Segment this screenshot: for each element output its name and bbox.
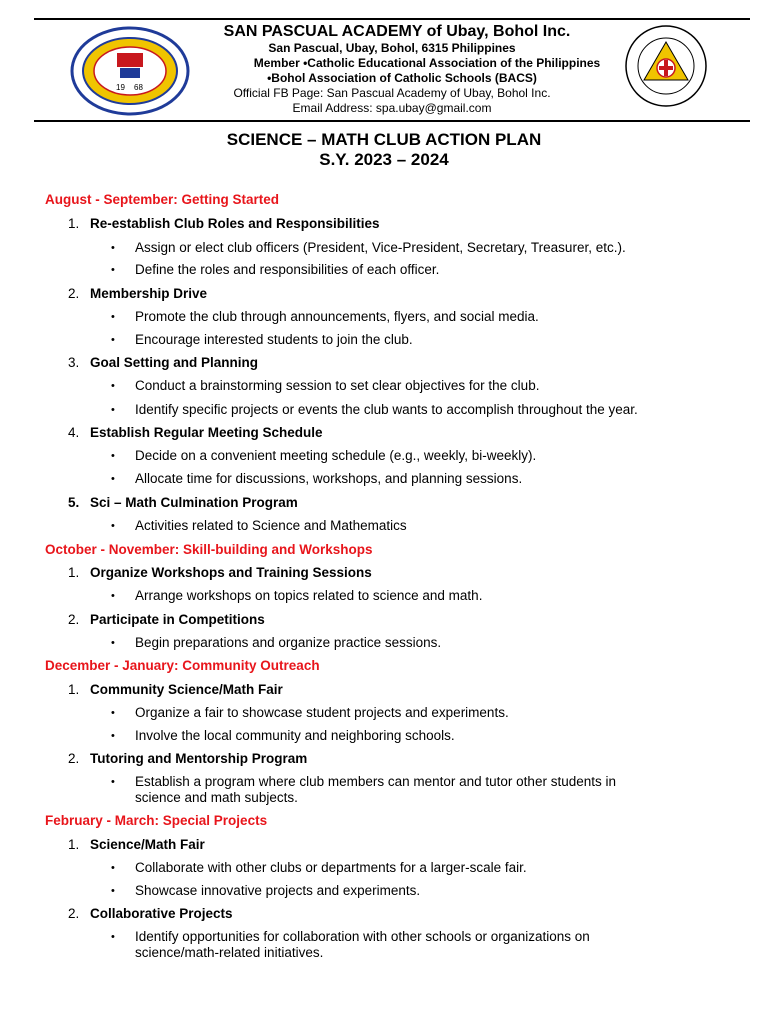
item-number: 3. <box>68 355 80 370</box>
section-heading: December - January: Community Outreach <box>45 658 320 673</box>
action-item <box>68 565 372 580</box>
item-number: 2. <box>68 751 80 766</box>
action-item <box>68 216 380 231</box>
item-title: Participate in Competitions <box>90 612 265 627</box>
bullet-item: • Showcase innovative projects and experiments. <box>115 883 715 899</box>
seal-year-left: 19 <box>116 83 125 92</box>
item-title: Organize Workshops and Training Sessions <box>90 565 372 580</box>
action-item <box>68 612 265 627</box>
action-item <box>68 751 307 766</box>
membership-line-1: Member •Catholic Educational Association of the Philippines <box>253 56 601 70</box>
item-number: 2. <box>68 612 80 627</box>
bullet-item: • Arrange workshops on topics related to science and math. <box>115 588 715 604</box>
bullet-item: • Identify specific projects or events the club wants to accomplish throughout the year. <box>115 402 715 418</box>
action-item <box>68 682 283 697</box>
item-title: Tutoring and Mentorship Program <box>90 751 308 766</box>
item-number: 1. <box>68 837 80 852</box>
item-title: Sci – Math Culmination Program <box>90 495 298 510</box>
action-item <box>68 286 207 301</box>
document-title: SCIENCE – MATH CLUB ACTION PLAN <box>226 130 542 149</box>
school-year: S.Y. 2023 – 2024 <box>319 150 449 169</box>
letterhead <box>34 18 750 122</box>
bullet-item: • Activities related to Science and Mathematics <box>115 518 715 534</box>
item-number: 4. <box>68 425 80 440</box>
bullet-item: • Begin preparations and organize practice sessions. <box>115 635 715 651</box>
bullet-item: • Identify opportunities for collaboration with other schools or organizations on science/math-related initiatives. <box>115 929 655 961</box>
bullet-item: • Involve the local community and neighboring schools. <box>115 728 715 744</box>
bullet-item: • Encourage interested students to join the club. <box>115 332 715 348</box>
bullet-item: • Decide on a convenient meeting schedule (e.g., weekly, bi-weekly). <box>115 448 715 464</box>
item-title: Goal Setting and Planning <box>90 355 259 370</box>
item-number: 1. <box>68 565 80 580</box>
bullet-item: • Assign or elect club officers (President, Vice-President, Secretary, Treasurer, etc.). <box>115 240 715 256</box>
item-title: Establish Regular Meeting Schedule <box>90 425 323 440</box>
bullet-item: • Define the roles and responsibilities of each officer. <box>115 262 715 278</box>
action-item <box>68 495 298 510</box>
section-heading: October - November: Skill-building and Workshops <box>45 542 373 557</box>
section-heading: February - March: Special Projects <box>45 813 268 828</box>
action-item <box>68 906 233 921</box>
item-title: Community Science/Math Fair <box>90 682 283 697</box>
membership-line-2: •Bohol Association of Catholic Schools (BACS) <box>267 71 537 85</box>
item-number: 2. <box>68 906 80 921</box>
bacs-seal-logo <box>624 24 708 108</box>
bullet-item: • Establish a program where club members can mentor and tutor other students in science and math subjects. <box>115 774 655 806</box>
bullet-item: • Promote the club through announcements, flyers, and social media. <box>115 309 715 325</box>
item-number: 2. <box>68 286 80 301</box>
school-address: San Pascual, Ubay, Bohol, 6315 Philippines <box>268 41 516 55</box>
bullet-item: • Collaborate with other clubs or departments for a larger-scale fair. <box>115 860 715 876</box>
item-title: Re-establish Club Roles and Responsibilities <box>90 216 380 231</box>
item-number: 5. <box>68 495 80 510</box>
action-item <box>68 355 258 370</box>
item-title: Collaborative Projects <box>90 906 233 921</box>
item-number: 1. <box>68 682 80 697</box>
school-name: SAN PASCUAL ACADEMY of Ubay, Bohol Inc. <box>223 23 571 40</box>
item-title: Membership Drive <box>90 286 208 301</box>
action-item <box>68 425 323 440</box>
action-item <box>68 837 205 852</box>
fb-page: Official FB Page: San Pascual Academy of Ubay, Bohol Inc. <box>233 86 551 100</box>
bullet-item: • Conduct a brainstorming session to set clear objectives for the club. <box>115 378 715 394</box>
bullet-item: • Allocate time for discussions, workshops, and planning sessions. <box>115 471 715 487</box>
section-heading: August - September: Getting Started <box>45 192 280 207</box>
item-title: Science/Math Fair <box>90 837 205 852</box>
email-address: Email Address: spa.ubay@gmail.com <box>292 101 492 115</box>
bullet-item: • Organize a fair to showcase student projects and experiments. <box>115 705 715 721</box>
item-number: 1. <box>68 216 80 231</box>
seal-year-right: 68 <box>134 83 143 92</box>
